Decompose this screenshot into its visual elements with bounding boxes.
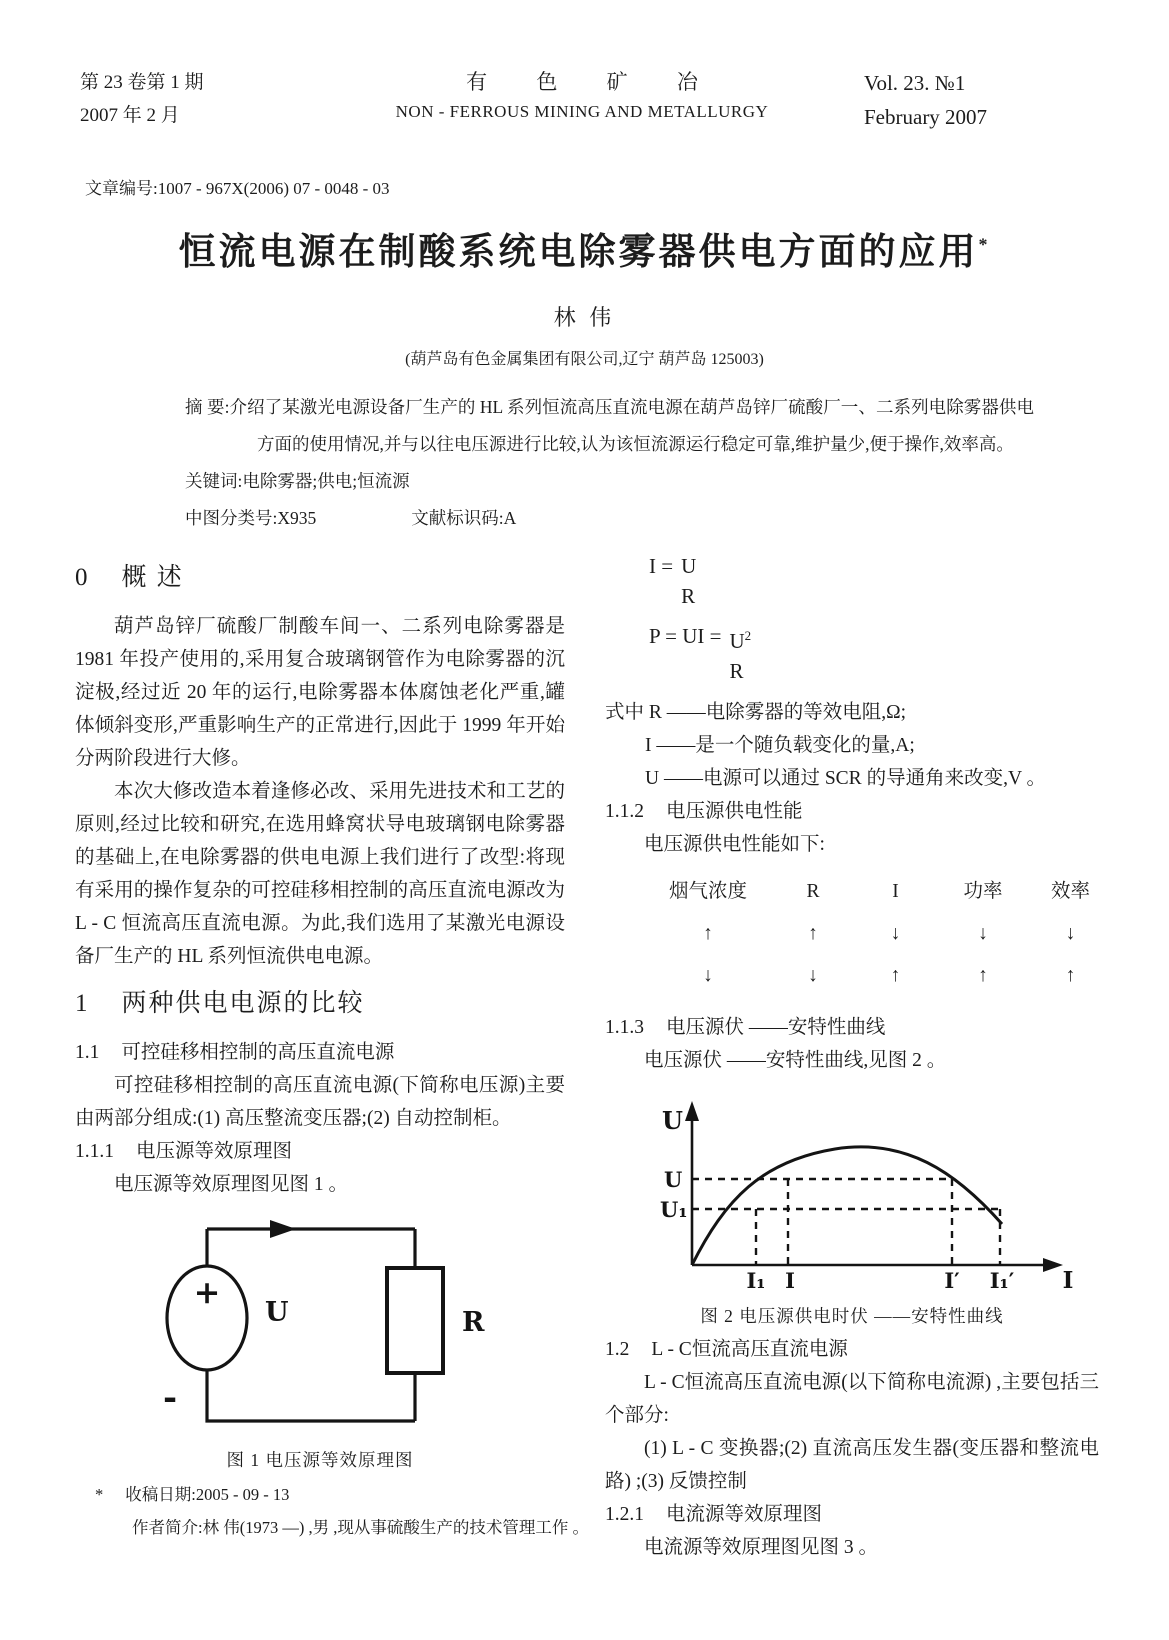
fig2-x2-label: I [785,1268,795,1292]
section-1-title: 两种供电电源的比较 [121,990,365,1017]
abstract [185,389,1034,463]
author-name: 林 伟 [553,305,616,330]
up-arrow-icon: ↑ [808,923,818,944]
fig2-yaxis-label: U [662,1106,683,1135]
down-arrow-icon: ↓ [978,923,988,944]
clc-value: X935 [277,508,317,528]
section-0-number: 0 [75,564,88,591]
section-1-1-title: 可控硅移相控制的高压直流电源 [121,1042,395,1063]
fig2-x3-label: I′ [944,1268,960,1292]
eq2-num-exponent: 2 [744,628,752,643]
paragraph: 电流源等效原理图见图 3 。 [644,1537,879,1558]
title-footnote-mark: * [978,234,991,255]
keywords-line [185,463,1034,500]
eq1-lhs: I = [649,554,674,578]
section-1-1-number: 1.1 [75,1042,100,1063]
section-0-title: 概 述 [121,564,184,591]
section-1-2-1-number: 1.2.1 [605,1504,644,1525]
where-i: I ——是一个随负载变化的量,A; [645,735,915,756]
section-1-2-1-heading [605,1498,1099,1531]
up-arrow-icon: ↑ [890,965,901,986]
fig2-lower-level-label: U₁ [660,1197,688,1222]
fig2-x1-label: I₁ [746,1268,766,1292]
paragraph: 电压源供电性能如下: [644,834,825,855]
right-column [605,547,1099,1564]
section-1-2-heading [605,1333,1099,1366]
abstract-text: 介绍了某激光电源设备厂生产的 HL 系列恒流高压直流电源在葫芦岛锌厂硫酸厂一、二系列电除雾器供电方面的使用情况,并与以往电压源进行比较,认为该恒流源运行稳定可靠,维护量少,便于操作,效率高。 [229,397,1034,454]
header-journal-name [300,66,864,122]
section-1-number: 1 [75,990,88,1017]
journal-name-cn: 有 色 矿 冶 [466,70,720,94]
title-text: 恒流电源在制酸系统电除雾器供电方面的应用 [178,232,979,273]
left-column [75,547,565,1477]
circuit-diagram-figure1 [110,1211,530,1436]
where-r: 式中 R ——电除雾器的等效电阻,Ω; [605,702,907,723]
equations-block [649,551,1099,686]
figure-2 [605,1087,1099,1333]
section-1-1-1-title: 电压源等效原理图 [136,1141,293,1162]
footnote-received: 收稿日期:2005 - 09 - 13 [125,1485,290,1504]
section-1-2-title: L - C恒流高压直流电源 [651,1339,848,1360]
fig2-xaxis-label: I [1062,1267,1074,1292]
section-0-heading [75,561,565,594]
issue-cn: 第 23 卷第 1 期 [80,72,204,93]
fig1-u-label: U [265,1297,289,1328]
fig2-x4-label: I₁′ [989,1268,1015,1292]
abstract-label: 摘 要: [185,397,230,417]
up-arrow-icon: ↑ [1065,965,1076,986]
doc-code-value: A [503,508,517,528]
journal-header [0,0,1169,134]
paragraph: 本次大修改造本着逢修必改、采用先进技术和工艺的原则,经过比较和研究,在选用蜂窝状导电玻璃钢电除雾器的基础上,在电除雾器的供电电源上我们进行了改型:将现有采用的操作复杂的可控硅移相控制的高压直流电源改为 L - C 恒流高压直流电源。为此,我们选用了某激光电源设备厂生产的 HL 系列恒流供电电源。 [75,781,565,967]
perf-header: 功率 [963,881,1003,902]
section-1-1-2-number: 1.1.2 [605,801,644,822]
section-1-1-heading [75,1036,565,1069]
article-number: 文章编号:1007 - 967X(2006) 07 - 0048 - 03 [85,179,390,198]
down-arrow-icon: ↓ [808,965,818,986]
section-1-2-1-title: 电流源等效原理图 [666,1504,823,1525]
date-en: February 2007 [864,105,988,129]
section-1-1-1-heading [75,1135,565,1168]
journal-name-en: NON - FERROUS MINING AND METALLURGY [395,102,769,121]
footnote-received-line [95,1478,589,1511]
eq2-fraction [730,621,752,686]
perf-header: 效率 [1050,881,1090,902]
perf-header: R [806,881,820,902]
section-1-1-1-number: 1.1.1 [75,1141,114,1162]
up-arrow-icon: ↑ [978,965,988,986]
current-arrow-icon [270,1220,296,1238]
up-arrow-icon: ↑ [703,923,713,944]
eq2-lhs: P = UI = [649,624,722,648]
down-arrow-icon: ↓ [703,965,713,986]
date-cn: 2007 年 2 月 [80,105,180,126]
fig1-plus-label: + [193,1273,221,1311]
vol-en: Vol. 23. №1 [864,71,966,95]
section-1-1-2-title: 电压源供电性能 [666,801,803,822]
down-arrow-icon: ↓ [1065,923,1076,944]
section-1-1-3-title: 电压源伏 ——安特性曲线 [666,1017,886,1038]
section-1-1-3-number: 1.1.3 [605,1017,644,1038]
author-affiliation: (葫芦岛有色金属集团有限公司,辽宁 葫芦岛 125003) [405,351,764,368]
section-1-heading [75,987,565,1020]
eq1-denominator: R [681,584,696,608]
eq2-numerator [730,621,752,656]
perf-header: 烟气浓度 [668,881,747,902]
where-u: U ——电源可以通过 SCR 的导通角来改变,V 。 [645,768,1047,789]
section-1-2-number: 1.2 [605,1339,630,1360]
ui-curve-figure2 [622,1087,1082,1292]
fig2-upper-level-label: U [664,1167,683,1192]
section-1-1-2-heading [605,795,1099,828]
footnote-mark: * [95,1485,104,1504]
paragraph: 可控硅移相控制的高压直流电源(下简称电压源)主要由两部分组成:(1) 高压整流变压器;(2) 自动控制柜。 [75,1075,565,1129]
fig1-r-label: R [462,1307,485,1338]
header-vol-block [864,66,1089,134]
figure-1 [75,1211,565,1477]
section-1-1-3-heading [605,1011,1099,1044]
equation-current [649,551,1099,611]
paragraph: L - C恒流高压直流电源(以下简称电流源) ,主要包括三个部分: [605,1372,1099,1426]
eq1-numerator: U [681,554,697,578]
keywords-text: 电除雾器;供电;恒流源 [242,471,410,491]
keywords-label: 关键词: [185,471,243,491]
performance-table [643,871,1099,997]
clc-label: 中图分类号: [185,508,278,528]
eq2-num-base: U [729,629,745,653]
page-footnote [95,1478,589,1544]
figure-2-caption: 图 2 电压源供电时伏 ——安特性曲线 [700,1306,1004,1326]
perf-header: I [892,881,899,902]
down-arrow-icon: ↓ [890,923,901,944]
clc-line [185,500,1034,537]
header-issue-block [80,66,300,132]
fig1-minus-label: - [162,1378,178,1418]
body-columns [0,537,1169,1564]
equation-power [649,621,1099,686]
paragraph: 葫芦岛锌厂硫酸厂制酸车间一、二系列电除雾器是 1981 年投产使用的,采用复合玻璃钢管作为电除雾器的沉淀极,经过近 20 年的运行,电除雾器本体腐蚀老化严重,罐体倾斜变形,严重影响生产的正常进行,因此于 1999 年开始分两阶段进行大修。 [75,616,565,769]
eq2-denominator: R [729,659,744,683]
paragraph: (1) L - C 变换器;(2) 直流高压发生器(变压器和整流电路) ;(3) 反馈控制 [605,1438,1099,1492]
footnote-bio: 作者简介:林 伟(1973 —) ,男 ,现从事硫酸生产的技术管理工作 。 [132,1518,589,1537]
equation-legend [605,696,1099,795]
doc-code-label: 文献标识码: [411,508,504,528]
paragraph: 电压源伏 ——安特性曲线,见图 2 。 [644,1050,947,1071]
page-title [0,221,1169,275]
eq1-fraction [681,551,696,611]
paragraph: 电压源等效原理图见图 1 。 [114,1174,349,1195]
figure-1-caption: 图 1 电压源等效原理图 [226,1450,414,1470]
